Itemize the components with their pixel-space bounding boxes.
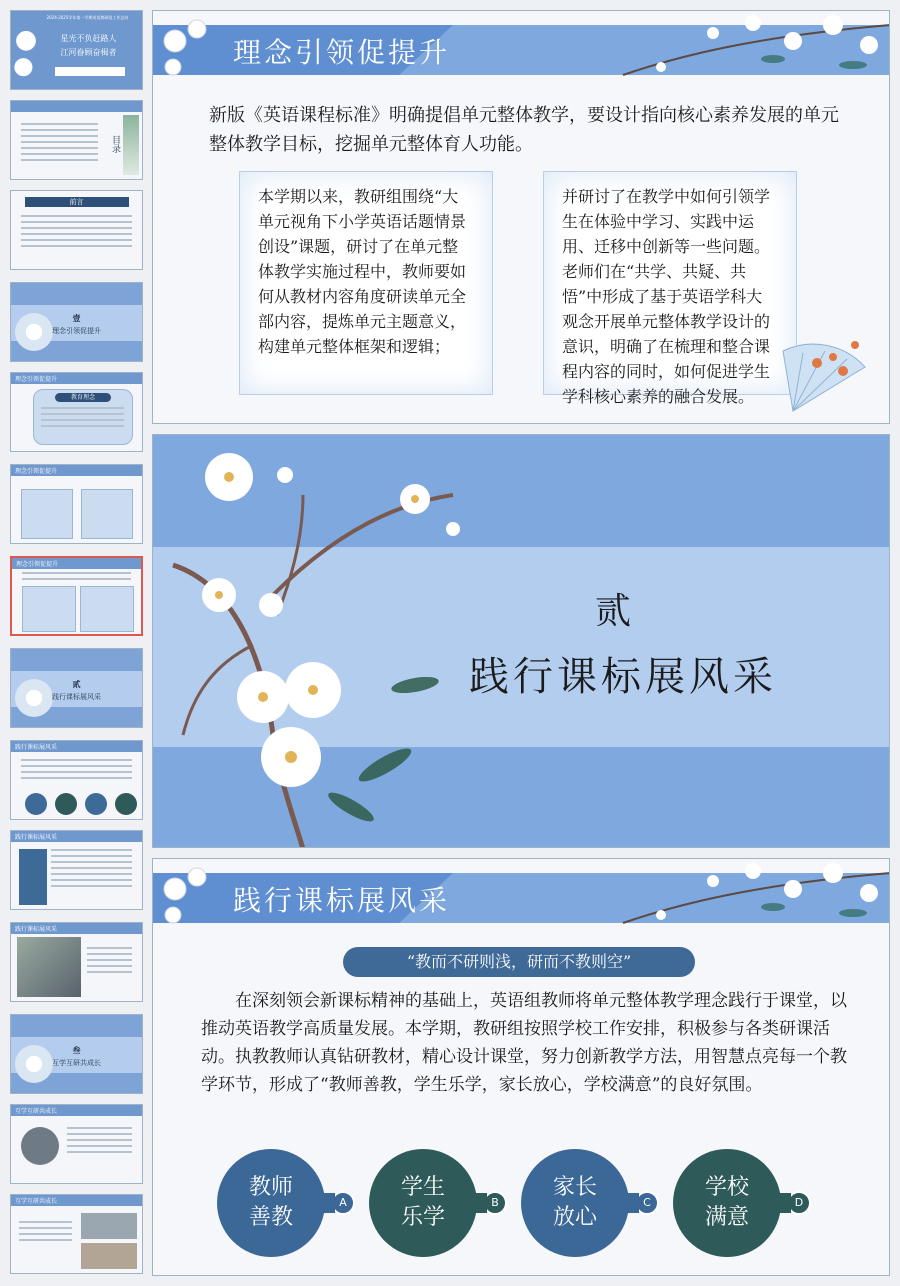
value-node-connector — [319, 1193, 335, 1213]
value-node-letter: B — [491, 1196, 499, 1209]
thumbnail-6[interactable]: 理念引领促提升 — [10, 464, 143, 544]
section-number: 贰 — [594, 591, 631, 632]
value-node-letter: D — [794, 1196, 804, 1209]
thumbnail-10[interactable]: 践行课标展风采 — [10, 830, 143, 910]
thumbnail-13[interactable]: 互学互研共成长 — [10, 1104, 143, 1184]
quote-banner: “教而不研则浅，研而不教则空” — [343, 947, 695, 977]
text-card-right: 并研讨了在教学中如何引领学生在体验中学习、实践中运用、迁移中创新等一些问题。老师们在“共学、共疑、共悟”中形成了基于英语学科大观念开展单元整体教学设计的意识，明确了在梳理和整合课程内容的同时，如何促进学生学科核心素养的融合发展。 — [543, 171, 797, 395]
thumbnail-foreword-title: 前言 — [69, 198, 84, 206]
slide-header — [153, 11, 890, 75]
slide-section-two — [152, 434, 890, 848]
thumbnail-14[interactable]: 互学互研共成长 — [10, 1194, 143, 1274]
slide-concept-leadership — [152, 10, 890, 424]
thumbnail-9[interactable]: 践行课标展风采 — [10, 740, 143, 820]
slide-title: 理念引领促提升 — [233, 36, 451, 69]
body-paragraph: 在深刻领会新课标精神的基础上，英语组教师将单元整体教学理念践行于课堂，以推动英语教学高质量发展。本学期，教研组按照学校工作安排，积极参与各类研课活动。执教教师认真钻研教材，精心设计课堂，努力创新教学方法，用智慧点亮每一个教学环节，形成了“教师善教，学生乐学，家长放心，学校满意”的良好氛围。 — [201, 991, 847, 1095]
value-node-connector — [775, 1193, 791, 1213]
value-node-letter: A — [339, 1196, 347, 1209]
thumbnail-section-number: 叁 — [72, 1045, 81, 1055]
thumbnail-5[interactable]: 理念引领促提升 教育理念 — [10, 372, 143, 452]
thumbnail-toc-title: 目录 — [110, 135, 120, 153]
photo-thumbnail — [21, 1127, 59, 1165]
thumbnail-section-number: 贰 — [72, 679, 81, 689]
intro-paragraph: 新版《英语课程标准》明确提倡单元整体教学，要设计指向核心素养发展的单元整体教学目标，挖掘单元整体育人功能。 — [209, 105, 839, 155]
thumbnail-cover-line1: 星光不负赶路人 — [60, 34, 117, 43]
thumbnail-section-title: 互学互研共成长 — [52, 1059, 101, 1067]
value-node-label: 教师 善教 — [248, 1175, 293, 1230]
paper-fan-icon — [773, 331, 873, 421]
text-card-left: 本学期以来，教研组围绕“大单元视角下小学英语话题情景创设”课题，研讨了在单元整体教学实施过程中，教师要如何从教材内容角度研读单元全部内容，提炼单元主题意义，构建单元整体框架和逻辑； — [239, 171, 493, 395]
thumbnail-cover-line2: 江河眷顾奋楫者 — [60, 48, 117, 57]
slide-practice-standards — [152, 858, 890, 1276]
slide-thumbnail-panel — [0, 0, 150, 1286]
value-node-label: 学校 满意 — [704, 1175, 749, 1230]
thumbnail-1[interactable] — [10, 10, 143, 90]
value-node-label: 家长 放心 — [552, 1175, 597, 1230]
slide-title: 践行课标展风采 — [233, 884, 451, 917]
value-node-label: 学生 乐学 — [400, 1175, 445, 1230]
slide-header — [153, 859, 890, 923]
bamboo-icon — [123, 115, 139, 175]
thumbnail-badge: 教育理念 — [55, 393, 111, 402]
blossom-branch-icon — [153, 435, 473, 848]
thumbnail-section-title: 理念引领促提升 — [52, 327, 101, 335]
photo-thumbnail — [81, 1243, 137, 1269]
thumbnail-2[interactable] — [10, 100, 143, 180]
thumbnail-12[interactable] — [10, 1014, 143, 1094]
photo-thumbnail — [81, 1213, 137, 1239]
thumbnail-8[interactable] — [10, 648, 143, 728]
thumbnail-cover-fields — [55, 67, 125, 76]
thumbnail-4[interactable] — [10, 282, 143, 362]
value-node-letter: C — [643, 1196, 651, 1209]
section-title: 践行课标展风采 — [469, 654, 777, 700]
value-node-connector — [623, 1193, 639, 1213]
thumbnail-7-selected[interactable]: 理念引领促提升 — [10, 556, 143, 636]
thumbnail-section-title: 践行课标展风采 — [52, 693, 101, 701]
thumbnail-cover-small: 2024-2025学年第一学期英语教研组工作总结 — [46, 15, 129, 20]
value-node-connector — [471, 1193, 487, 1213]
thumbnail-section-number: 壹 — [72, 313, 81, 323]
thumbnail-3[interactable] — [10, 190, 143, 270]
photo-thumbnail — [17, 937, 81, 997]
thumbnail-11[interactable]: 践行课标展风采 — [10, 922, 143, 1002]
blossom-branch-icon — [13, 21, 39, 87]
